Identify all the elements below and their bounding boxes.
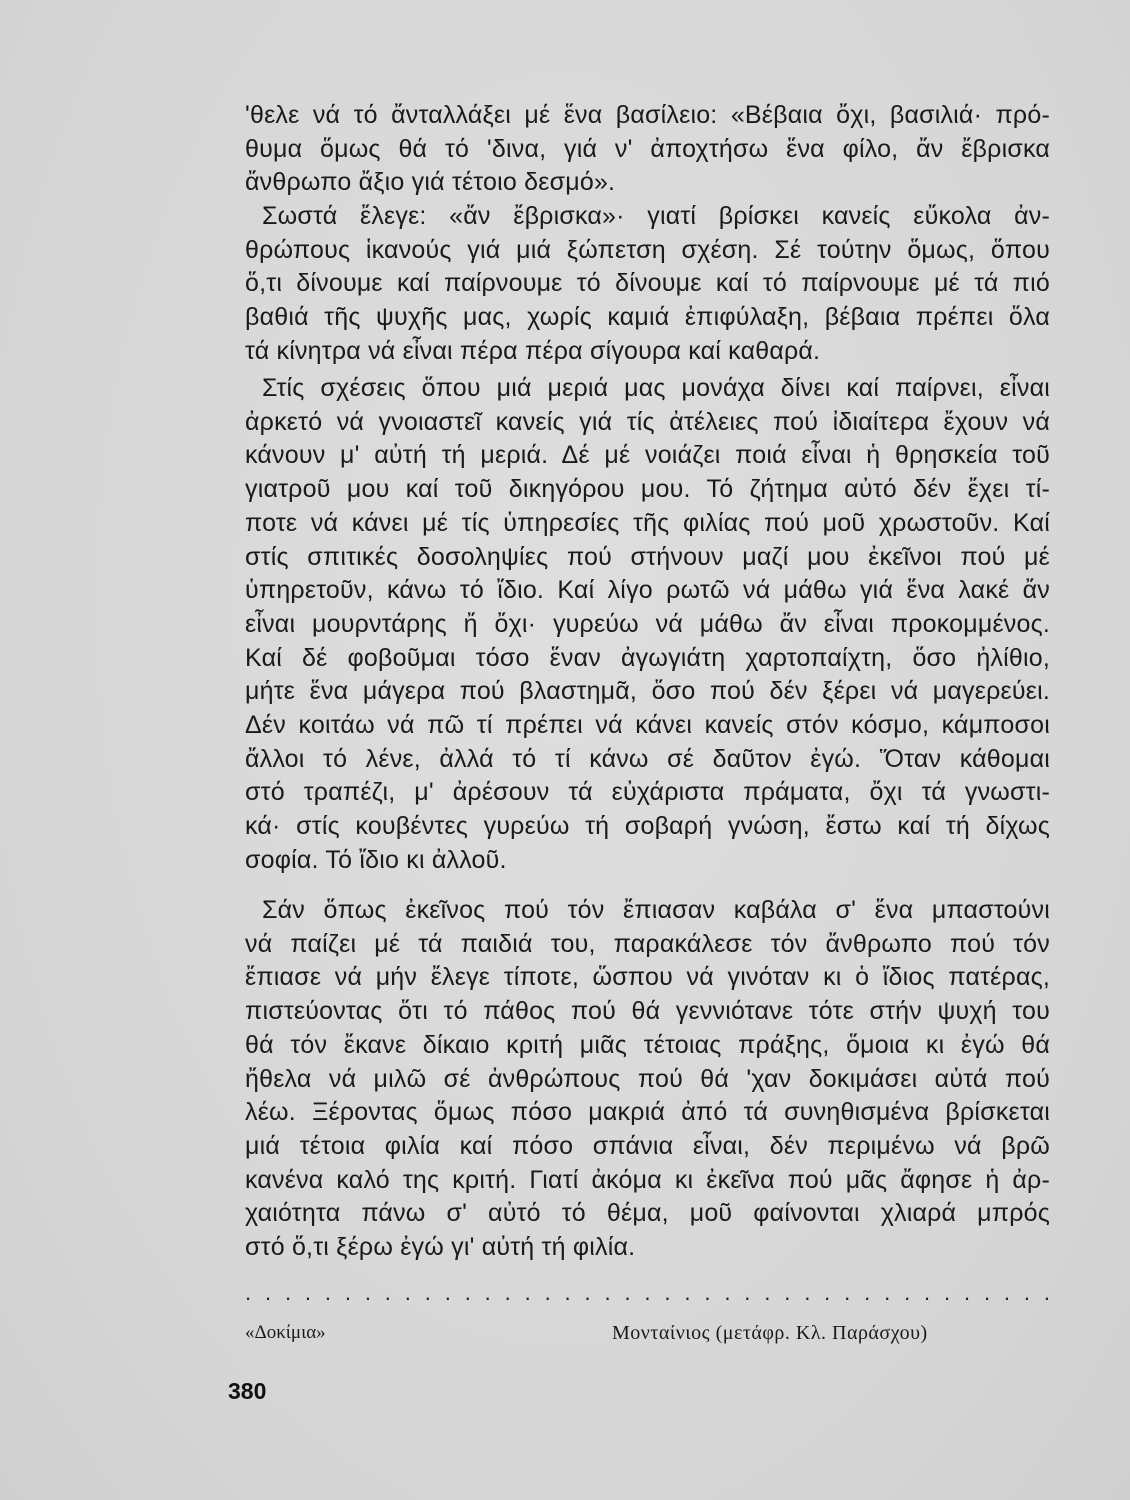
text-line: κά· στίς κουβέντες γυρεύω τή σοβαρή γνώση, ἔστω καί τή δίχως — [245, 812, 1050, 841]
text-line: ἤθελα νά μιλῶ σέ ἀνθρώπους πού θά 'χαν δοκιμάσει αὐτά πού — [245, 1064, 1050, 1093]
text-line: μιά τέτοια φιλία καί πόσο σπάνια εἶναι, δέν περιμένω νά βρῶ — [245, 1131, 1050, 1160]
text-line: ὅ,τι δίνουμε καί παίρνουμε τό δίνουμε καί τό παίρνουμε μέ τά πιό — [245, 269, 1050, 298]
text-line: εἶναι μουρντάρης ἤ ὄχι· γυρεύω νά μάθω ἄν εἶναι προκομμένος. — [245, 609, 1050, 638]
text-line: θρώπους ἱκανούς γιά μιά ξώπετση σχέση. Σέ τούτην ὅμως, ὅπου — [245, 235, 1050, 264]
author-attribution: Μονταίνιος (μετάφρ. Κλ. Παράσχου) — [612, 1322, 928, 1344]
text-line: Καί δέ φοβοῦμαι τόσο ἕναν ἀγωγιάτη χαρτοπαίχτη, ὅσο ἠλίθιο, — [245, 643, 1050, 672]
text-line: χαιότητα πάνω σ' αὐτό τό θέμα, μοῦ φαίνονται χλιαρά μπρός — [245, 1199, 1050, 1228]
text-line: ἀρκετό νά γνοιαστεῖ κανείς γιά τίς ἀτέλειες πού ἰδιαίτερα ἔχουν νά — [245, 407, 1050, 436]
text-line: μήτε ἕνα μάγερα πού βλαστημᾶ, ὅσο πού δέν ξέρει νά μαγερεύει. — [245, 677, 1050, 706]
text-line: σοφία. Τό ἴδιο κι ἀλλοῦ. — [245, 845, 507, 874]
text-line: Δέν κοιτάω νά πῶ τί πρέπει νά κάνει κανείς στόν κόσμο, κάμποσοι — [245, 711, 1050, 739]
text-line: στό ὅ,τι ξέρω ἐγώ γι' αὐτή τή φιλία. — [245, 1233, 636, 1261]
text-line: θυμα ὅμως θά τό 'δινα, γιά ν' ἀποχτήσω ἕνα φίλο, ἄν ἔβρισκα — [245, 134, 1050, 163]
text-line: ἔπιασε νά μήν ἔλεγε τίποτε, ὥσπου νά γινόταν κι ὁ ἴδιος πατέρας, — [245, 963, 1050, 992]
text-line: βαθιά τῆς ψυχῆς μας, χωρίς καμιά ἐπιφύλαξη, βέβαια πρέπει ὅλα — [245, 303, 1050, 332]
text-line: τά κίνητρα νά εἶναι πέρα πέρα σίγουρα καί καθαρά. — [245, 336, 821, 365]
text-line: ἄνθρωπο ἄξιο γιά τέτοιο δεσμό». — [245, 168, 616, 197]
text-line: στό τραπέζι, μ' ἀρέσουν τά εὐχάριστα πράματα, ὄχι τά γνωστι- — [245, 778, 1050, 807]
text-line: 'θελε νά τό ἄνταλλάξει μέ ἕνα βασίλειο: «Βέβαια ὄχι, βασιλιά· πρό- — [245, 101, 1050, 129]
text-line: λέω. Ξέροντας ὅμως πόσο μακριά ἀπό τά συνηθισμένα βρίσκεται — [245, 1098, 1050, 1127]
text-line: νά παίζει μέ τά παιδιά του, παρακάλεσε τόν ἄνθρωπο πού τόν — [245, 929, 1050, 958]
page-number: 380 — [228, 1378, 267, 1404]
text-line: ἄλλοι τό λένε, ἀλλά τό τί κάνω σέ δαῦτον ἐγώ. Ὅταν κάθομαι — [245, 744, 1050, 773]
ellipsis-separator: . . . . . . . . . . . . . . . . . . . . . . . . . . . . . . . . . . . . . . . . . — [245, 1280, 1050, 1305]
text-line: ὑπηρετοῦν, κάνω τό ἴδιο. Καί λίγο ρωτῶ νά μάθω γιά ἕνα λακέ ἄν — [245, 576, 1050, 605]
source-title: «Δοκίμια» — [245, 1322, 326, 1343]
text-line: στίς σπιτικές δοσοληψίες πού στήνουν μαζί μου ἐκεῖνοι πού μέ — [245, 542, 1050, 571]
text-line: κάνουν μ' αὐτή τή μεριά. Δέ μέ νοιάζει ποιά εἶναι ἡ θρησκεία τοῦ — [245, 441, 1050, 470]
text-line: πιστεύοντας ὅτι τό πάθος πού θά γεννιότανε τότε στήν ψυχή του — [245, 997, 1050, 1026]
text-line: Σωστά ἔλεγε: «ἄν ἔβρισκα»· γιατί βρίσκει κανείς εὔκολα ἀν- — [262, 202, 1050, 230]
text-line: κανένα καλό της κριτή. Γιατί ἀκόμα κι ἐκεῖνα πού μᾶς ἄφησε ἡ ἀρ- — [245, 1165, 1050, 1194]
text-line: ποτε νά κάνει μέ τίς ὑπηρεσίες τῆς φιλίας πού μοῦ χρωστοῦν. Καί — [245, 508, 1050, 537]
text-line: θά τόν ἔκανε δίκαιο κριτή μιᾶς τέτοιας πράξης, ὅμοια κι ἐγώ θά — [245, 1030, 1050, 1059]
text-line: Σάν ὅπως ἐκεῖνος πού τόν ἔπιασαν καβάλα σ' ἕνα μπαστούνι — [262, 896, 1050, 924]
text-line: Στίς σχέσεις ὅπου μιά μεριά μας μονάχα δίνει καί παίρνει, εἶναι — [262, 374, 1050, 402]
text-line: γιατροῦ μου καί τοῦ δικηγόρου μου. Τό ζήτημα αὐτό δέν ἔχει τί- — [245, 475, 1050, 504]
